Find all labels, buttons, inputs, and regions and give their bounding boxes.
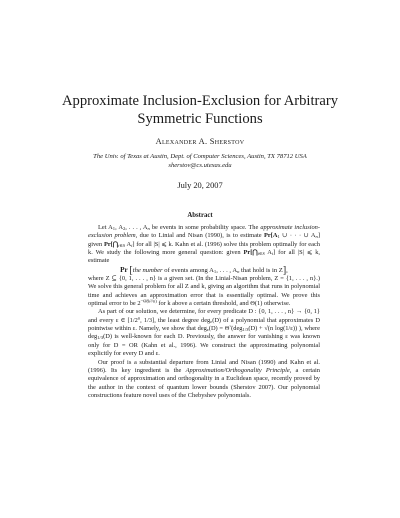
affiliation-block [40,152,360,170]
author-name: Alexander A. Sherstov [155,137,245,146]
affiliation: The Univ. of Texas at Austin, Dept. of Computer Sciences, Austin, TX 78712 USA [93,153,307,160]
title-line-2: Symmetric Functions [137,111,263,127]
abstract-paragraph-1: Let $A_1$, $A_2$, . . . , $A_n$ be events in some probability space. The approximate inclusion-exclusion problem, due to Linial and Nisan (1990), is to estimate $Pr[A_1$ ∪ · · · ∪ $A_n$] given $Pr[⋂_{i\in S}$ $A_i$] for all |S| ⩽ k. Kahn et al. (1996) solve this problem optimally for each k. We study the following more general question: given $Pr[⋂_{i\in S}$ $A_i$] for all |S| ⩽ k, estimate [88,224,321,265]
abstract-body [88,224,320,400]
abstract-heading: Abstract [187,212,213,219]
title-line-1: Approximate Inclusion-Exclusion for Arbitrary [62,93,338,109]
email: sherstov@cs.utexas.edu [168,162,232,169]
display-equation: Pr [the number of events among $A_1$, . . . , $A_n$ that hold is in Z], [120,264,288,276]
paper-date: July 20, 2007 [177,181,223,190]
abstract-paragraph-3: As part of our solution, we determine, for every predicate D : {0, 1, . . . , n} → {0, 1} and every ε ∈ [1/2$^n$, 1/3], the least degree deg$_\varepsilon$(D) of a polynomial that approximates D pointwise within ε. Namely, we show that deg$_\varepsilon$(D) = Θ̃ (deg$_{1/3}$(D) + √(n log(1/ε)) ), where deg$_{1/3}$(D) is well-known for each D. Previously, the answer for vanishing ε was known only for D = OR (Kahn et al., 1996). We construct the approximating polynomial explicitly for every D and ε. [88,308,320,358]
abstract-paragraph-4: Our proof is a substantial departure from Linial and Nisan (1990) and Kahn et al. (1996). Its key ingredient is the Approximation/Orthogonality Principle, a certain equivalence of approximation and orthogonality in a Euclidean space, recently proved by the author in the context of quantum lower bounds (Sherstov 2007). Our polynomial constructions feature novel uses of the Chebyshev polynomials. [88,358,320,399]
abstract-paragraph-2: where Z ⊆ {0, 1, . . . , n} is a given set. (In the Linial-Nisan problem, Z = {1, . . . , n}.) We solve this general problem for all Z and k, giving an algorithm that runs in polynomial time and achieves an approximation error that is essentially optimal. We prove this optimal error to be $2^{-\Thetã(k^2/n)}$ for k above a certain threshold, and Θ(1) otherwise. [88,275,320,308]
paper-title [60,92,340,128]
